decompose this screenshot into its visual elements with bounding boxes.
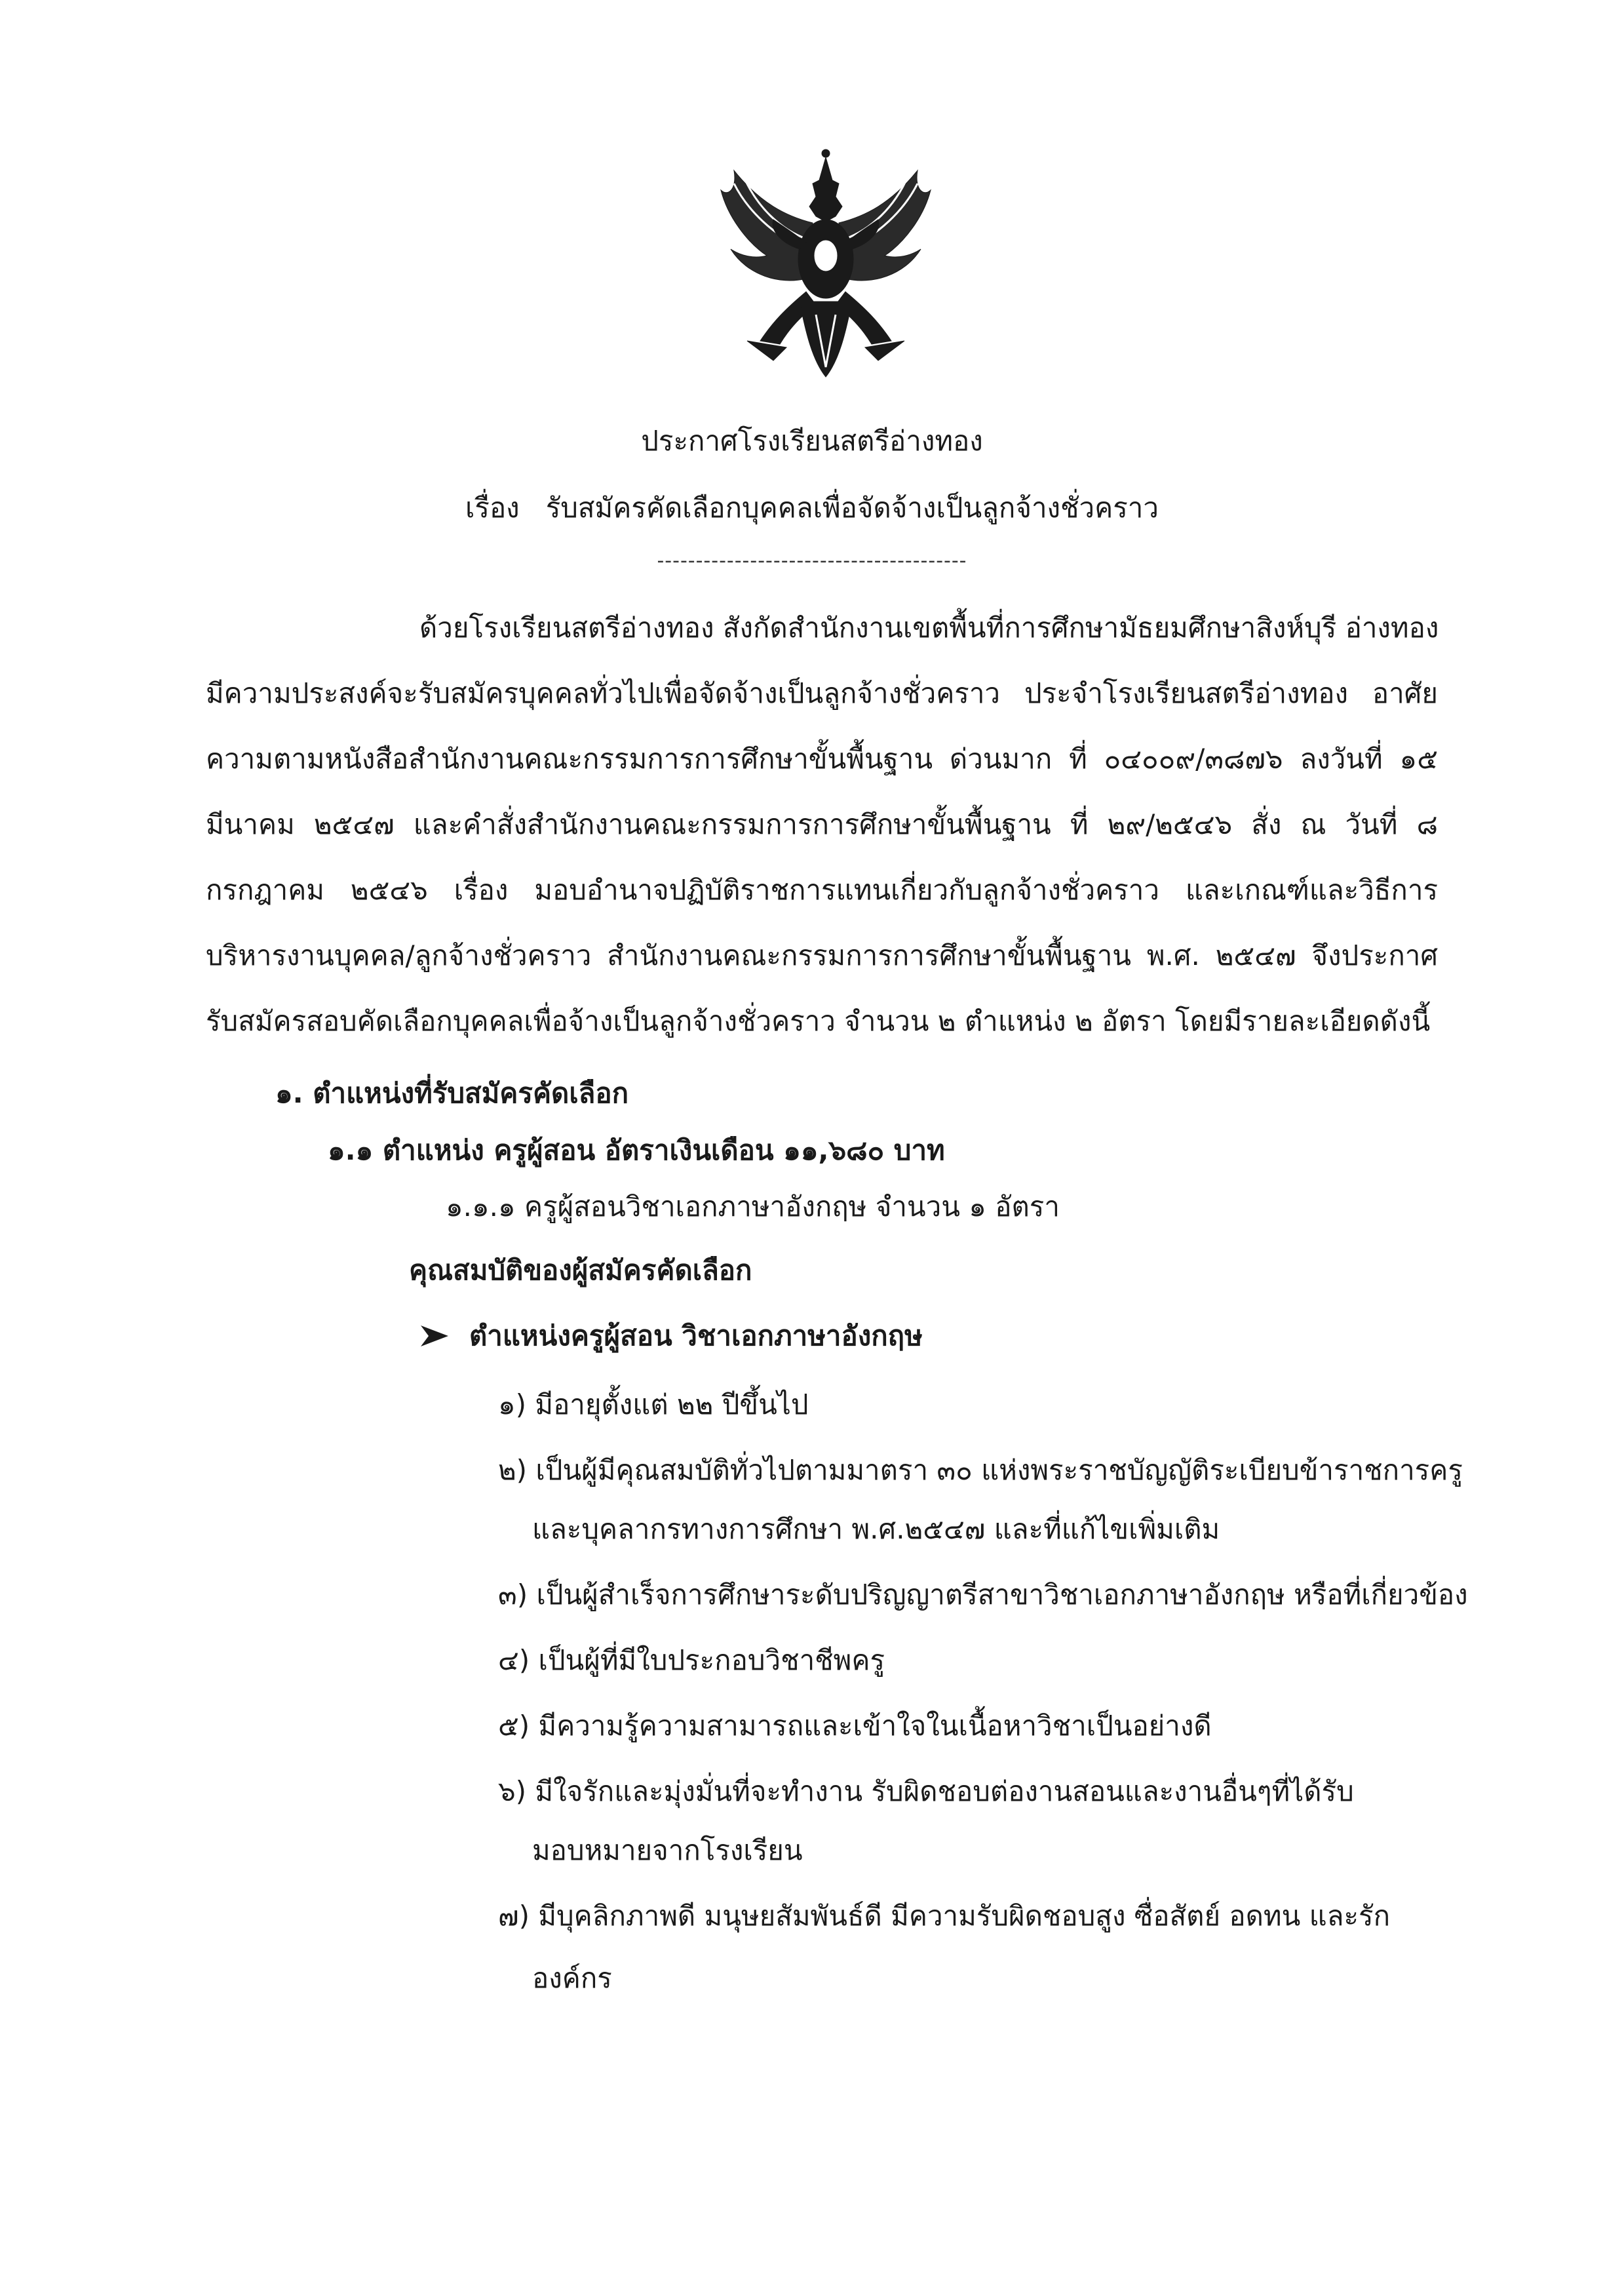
- announcement-subject: [0, 486, 1624, 530]
- intro-line-5: กรกฎาคม ๒๕๔๖ เรื่อง มอบอำนาจปฏิบัติราชการแทนเกี่ยวกับลูกจ้างชั่วคราว และเกณฑ์และวิธีการ: [206, 874, 1438, 906]
- position-salary: ๑.๑ ตำแหน่ง ครูผู้สอน อัตราเงินเดือน ๑๑,๖๘๐ บาท: [328, 1134, 945, 1166]
- intro-line-2: มีความประสงค์จะรับสมัครบุคคลทั่วไปเพื่อจัดจ้างเป็นลูกจ้างชั่วคราว ประจำโรงเรียนสตรีอ่างทอง อาศัย: [206, 677, 1438, 709]
- position-title: [419, 1314, 923, 1358]
- qualification-2: ๒) เป็นผู้มีคุณสมบัติทั่วไปตามมาตรา ๓๐ แห่งพระราชบัญญัติระเบียบข้าราชการครู: [498, 1454, 1463, 1486]
- title-separator: ----------------------------------------: [657, 549, 967, 572]
- intro-line-3: ความตามหนังสือสำนักงานคณะกรรมการการศึกษาขั้นพื้นฐาน ด่วนมาก ที่ ๐๔๐๐๙/๓๘๗๖ ลงวันที่ ๑๕: [206, 743, 1438, 775]
- qualification-2-cont: และบุคลากรทางการศึกษา พ.ศ.๒๕๔๗ และที่แก้ไขเพิ่มเติม: [532, 1513, 1220, 1545]
- intro-line-4: มีนาคม ๒๕๔๗ และคำสั่งสำนักงานคณะกรรมการการศึกษาขั้นพื้นฐาน ที่ ๒๙/๒๕๔๖ สั่ง ณ วันที่ ๘: [206, 808, 1438, 840]
- qualification-6: ๖) มีใจรักและมุ่งมั่นที่จะทำงาน รับผิดชอบต่องานสอนและงานอื่นๆที่ได้รับ: [498, 1775, 1354, 1807]
- qualification-6-cont: มอบหมายจากโรงเรียน: [532, 1834, 803, 1866]
- position-title-text: ตำแหน่งครูผู้สอน วิชาเอกภาษาอังกฤษ: [469, 1320, 923, 1352]
- intro-line-6: บริหารงานบุคคล/ลูกจ้างชั่วคราว สำนักงานคณะกรรมการการศึกษาขั้นพื้นฐาน พ.ศ. ๒๕๔๗ จึงประกาศ: [206, 939, 1438, 971]
- garuda-emblem-icon: [708, 144, 944, 387]
- qualification-1: ๑) มีอายุตั้งแต่ ๒๒ ปีขึ้นไป: [498, 1388, 809, 1421]
- qualification-7-cont: องค์กร: [532, 1962, 612, 1994]
- announcement-title: ประกาศโรงเรียนสตรีอ่างทอง: [641, 425, 983, 457]
- intro-line-7: รับสมัครสอบคัดเลือกบุคคลเพื่อจ้างเป็นลูกจ้างชั่วคราว จำนวน ๒ ตำแหน่ง ๒ อัตรา โดยมีรายละเอียดดังนี้: [206, 1005, 1431, 1037]
- subject-label: เรื่อง: [465, 492, 520, 524]
- arrow-bullet-icon: [419, 1324, 450, 1348]
- intro-line-1: ด้วยโรงเรียนสตรีอ่างทอง สังกัดสำนักงานเขตพื้นที่การศึกษามัธยมศึกษาสิงห์บุรี อ่างทอง: [419, 612, 1439, 644]
- qualification-4: ๔) เป็นผู้ที่มีใบประกอบวิชาชีพครู: [498, 1644, 885, 1676]
- qualifications-heading: คุณสมบัติของผู้สมัครคัดเลือก: [409, 1254, 752, 1286]
- section-heading: ๑. ตำแหน่งที่รับสมัครคัดเลือก: [275, 1077, 629, 1109]
- subject-text: รับสมัครคัดเลือกบุคคลเพื่อจัดจ้างเป็นลูกจ้างชั่วคราว: [545, 492, 1159, 524]
- qualification-7: ๗) มีบุคลิกภาพดี มนุษยสัมพันธ์ดี มีความรับผิดชอบสูง ซื่อสัตย์ อดทน และรัก: [498, 1900, 1391, 1932]
- qualification-3: ๓) เป็นผู้สำเร็จการศึกษาระดับปริญญาตรีสาขาวิชาเอกภาษาอังกฤษ หรือที่เกี่ยวข้อง: [498, 1579, 1468, 1611]
- position-item: ๑.๑.๑ ครูผู้สอนวิชาเอกภาษาอังกฤษ จำนวน ๑ อัตรา: [446, 1190, 1060, 1223]
- qualification-5: ๕) มีความรู้ความสามารถและเข้าใจในเนื้อหาวิชาเป็นอย่างดี: [498, 1710, 1212, 1742]
